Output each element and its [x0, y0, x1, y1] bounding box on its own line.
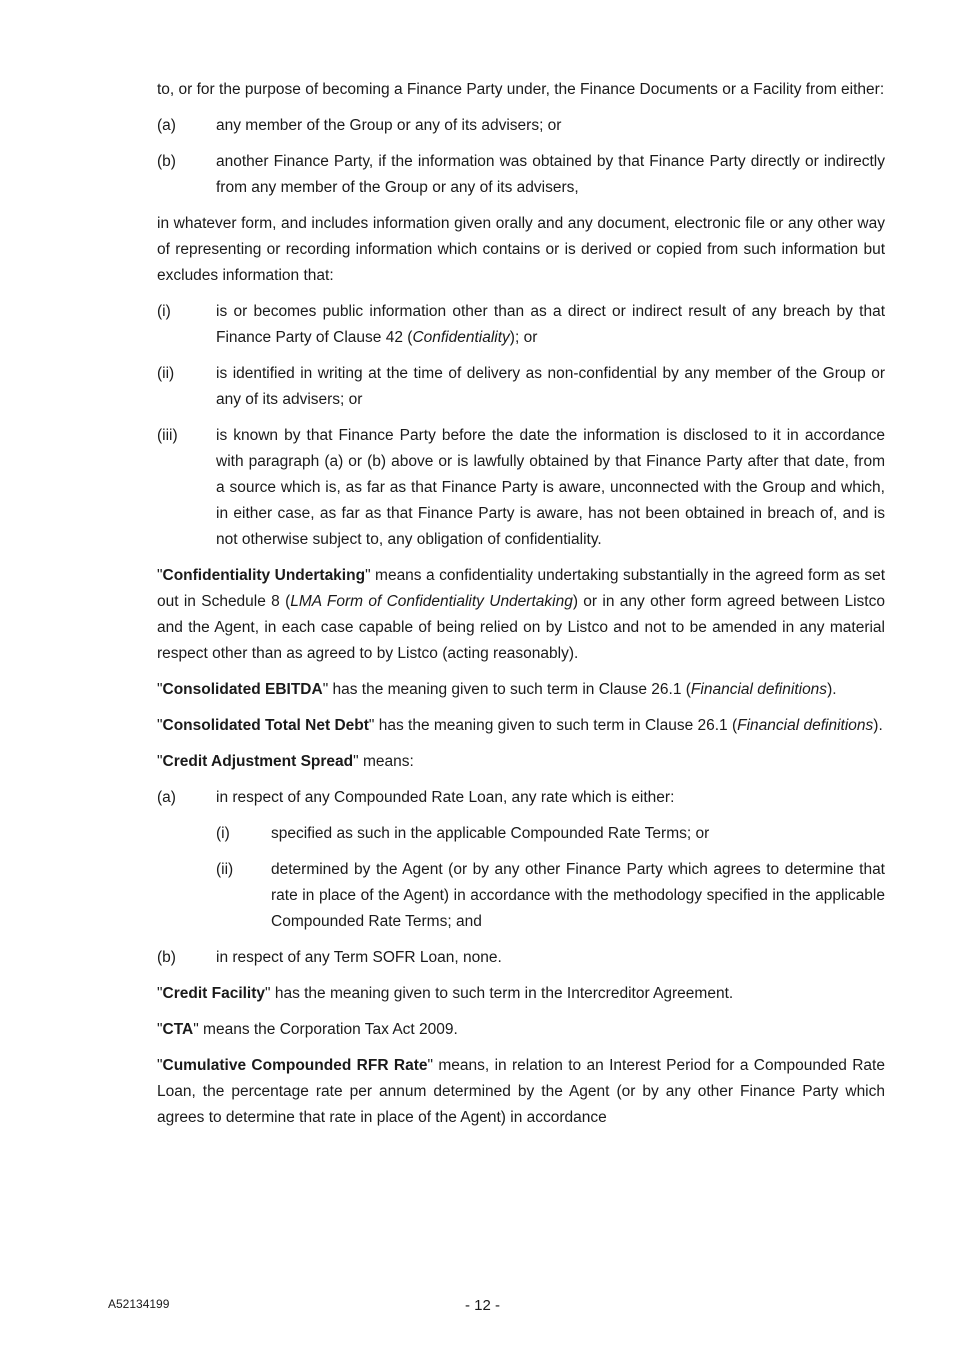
list-item [157, 945, 885, 971]
paragraph: in whatever form, and includes information given orally and any document, electronic file or any other way of representing or recording information which contains or is derived or copied from such information but excludes information that: [157, 215, 885, 284]
page-number: - 12 - [464, 1297, 500, 1314]
definition-cta: "CTA" means the Corporation Tax Act 2009. [157, 1021, 458, 1038]
list-text: determined by the Agent (or by any other Finance Party which agrees to determine that rate in place of the Agent) in accordance with the methodology specified in the applicable Compounded Rate Terms; and [271, 861, 885, 930]
list-text: specified as such in the applicable Compounded Rate Terms; or [271, 825, 710, 842]
list-label: (a) [157, 117, 176, 134]
list-label: (b) [157, 949, 176, 966]
document-body [157, 77, 885, 1141]
list-label: (ii) [157, 365, 175, 382]
definition-consolidated-ebitda: "Consolidated EBITDA" has the meaning given to such term in Clause 26.1 (Financial definitions). [157, 681, 837, 698]
defined-term: Consolidated Total Net Debt [162, 717, 369, 734]
list-label: (a) [157, 789, 176, 806]
list-label: (ii) [216, 861, 234, 878]
sub-list-item [216, 857, 885, 935]
list-text: another Finance Party, if the information was obtained by that Finance Party directly or indirectly from any member of the Group or any of its advisers, [216, 153, 885, 196]
sub-list-item [216, 821, 885, 847]
list-item [157, 785, 885, 811]
list-text: in respect of any Compounded Rate Loan, any rate which is either: [216, 789, 675, 806]
definition-credit-adjustment-spread: "Credit Adjustment Spread" means: [157, 753, 414, 770]
paragraph: to, or for the purpose of becoming a Finance Party under, the Finance Documents or a Facility from either: [157, 81, 885, 98]
definition-confidentiality-undertaking: "Confidentiality Undertaking" means a confidentiality undertaking substantially in the agreed form as set out in Schedule 8 (LMA Form of Confidentiality Undertaking) or in any other form agreed between Listco and the Agent, in each case capable of being relied on by Listco and not to be amended in any material respect other than as agreed to by Listco (acting reasonably). [157, 567, 886, 662]
defined-term: Credit Facility [162, 985, 266, 1002]
list-label: (i) [216, 825, 230, 842]
list-text: any member of the Group or any of its advisers; or [216, 117, 562, 134]
list-label: (b) [157, 153, 176, 170]
list-text: in respect of any Term SOFR Loan, none. [216, 949, 502, 966]
list-item [157, 423, 885, 553]
list-text: is known by that Finance Party before the date the information is disclosed to it in accordance with paragraph (a) or (b) above or is lawfully obtained by that Finance Party after that date, from a source which is, as far as that Finance Party is aware, unconnected with the Group and which, in either case, as far as that Finance Party is aware, has not been obtained in breach of, and is not otherwise subject to, any obligation of confidentiality. [216, 427, 885, 548]
defined-term: Credit Adjustment Spread [162, 753, 354, 770]
defined-term: Confidentiality Undertaking [162, 567, 366, 584]
definition-credit-facility: "Credit Facility" has the meaning given to such term in the Intercreditor Agreement. [157, 985, 734, 1002]
definition-cumulative-compounded-rfr-rate: "Cumulative Compounded RFR Rate" means, in relation to an Interest Period for a Compounded Rate Loan, the percentage rate per annum determined by the Agent (or by any other Finance Party which agrees to determine that rate in place of the Agent) in accordance [157, 1057, 885, 1126]
list-text: is or becomes public information other than as a direct or indirect result of any breach by that Finance Party of Clause 42 (Confidentiality); or [216, 303, 885, 346]
defined-term: Consolidated EBITDA [162, 681, 323, 698]
list-item [157, 113, 885, 139]
document-reference: A52134199 [108, 1297, 170, 1311]
defined-term: Cumulative Compounded RFR Rate [162, 1057, 428, 1074]
defined-term: CTA [162, 1021, 194, 1038]
list-label: (i) [157, 303, 171, 320]
list-item [157, 149, 885, 201]
list-item [157, 361, 885, 413]
list-text: is identified in writing at the time of delivery as non-confidential by any member of the Group or any of its advisers; or [216, 365, 885, 408]
list-item [157, 299, 885, 351]
list-label: (iii) [157, 427, 178, 444]
definition-consolidated-total-net-debt: "Consolidated Total Net Debt" has the meaning given to such term in Clause 26.1 (Financial definitions). [157, 717, 883, 734]
